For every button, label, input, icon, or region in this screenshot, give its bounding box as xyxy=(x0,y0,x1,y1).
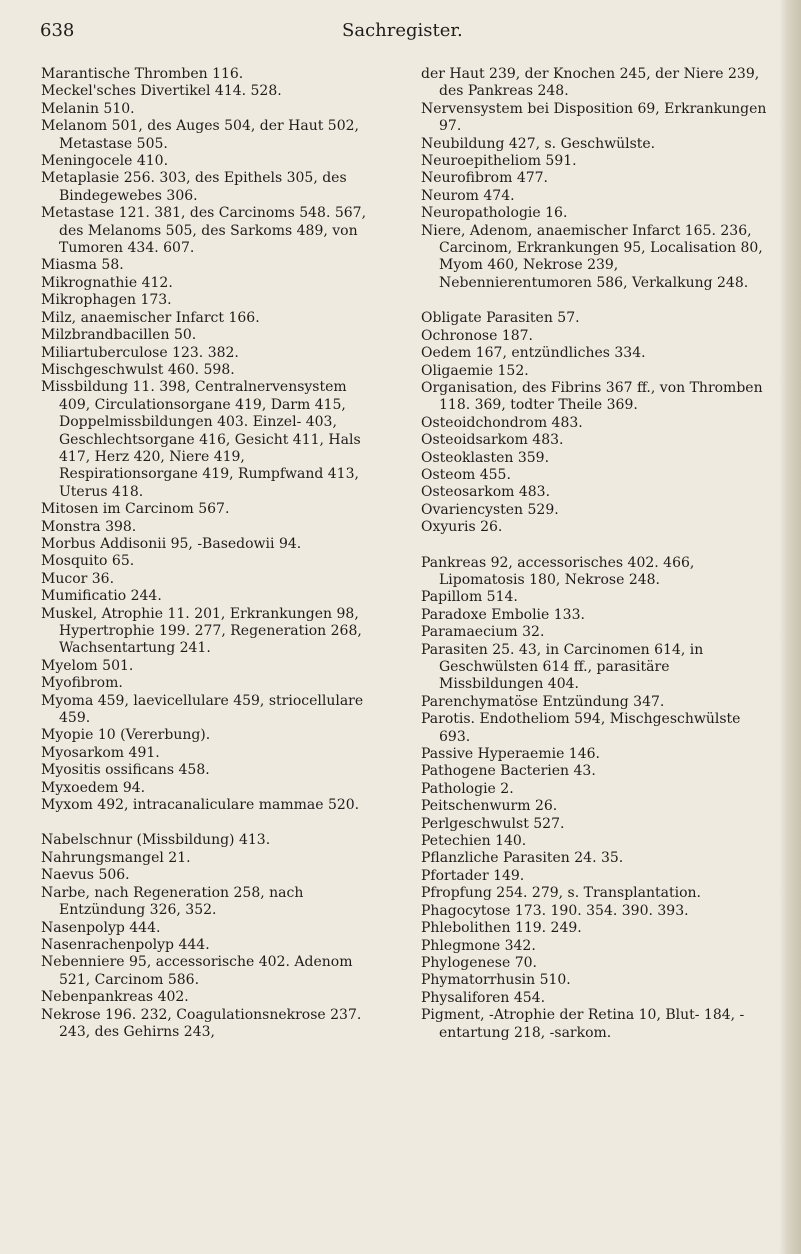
index-entry: Osteosarkom 483. xyxy=(421,484,551,501)
index-entry: Nabelschnur (Missbildung) 413. xyxy=(41,832,271,849)
index-entry: Phlebolithen 119. 249. xyxy=(421,920,582,937)
index-entry: Naevus 506. xyxy=(41,867,130,884)
page-title: Sachregister. xyxy=(342,20,463,41)
index-entry: Nekrose 196. 232, Coagulationsnekrose 237. 243, des Gehirns 243, xyxy=(41,1006,362,1040)
index-column-right xyxy=(421,66,773,1042)
index-entry: Parenchymatöse Entzündung 347. xyxy=(421,693,665,710)
index-entry: Myoma 459, laevicellulare 459, striocellulare 459. xyxy=(41,692,364,727)
index-entry: Phlegmone 342. xyxy=(421,937,536,954)
index-entry: Meckel'sches Divertikel 414. 528. xyxy=(41,83,282,100)
index-entry: Mumificatio 244. xyxy=(41,588,162,605)
index-entry: Myosarkom 491. xyxy=(41,744,160,761)
index-entry: Muskel, Atrophie 11. 201, Erkrankungen 98, Hypertrophie 199. 277, Regeneration 268, Wachsentartung 241. xyxy=(41,605,362,657)
index-entry: Metaplasie 256. 303, des Epithels 305, des Bindegewebes 306. xyxy=(41,170,347,204)
index-entry: Phagocytose 173. 190. 354. 390. 393. xyxy=(421,902,689,919)
index-entry: Ovariencysten 529. xyxy=(421,501,559,518)
index-entry: Pfortader 149. xyxy=(421,867,525,884)
section-gap xyxy=(421,292,773,310)
index-entry: Peitschenwurm 26. xyxy=(421,798,558,815)
index-entry: Miasma 58. xyxy=(41,257,124,274)
index-entry: Neurom 474. xyxy=(421,187,515,204)
index-entry: Paradoxe Embolie 133. xyxy=(421,606,585,623)
index-entry: Mitosen im Carcinom 567. xyxy=(41,501,230,518)
index-entry: Nebenpankreas 402. xyxy=(41,989,189,1006)
index-entry: Marantische Thromben 116. xyxy=(41,66,244,82)
index-entry: Myopie 10 (Vererbung). xyxy=(41,727,211,744)
index-entry: Meningocele 410. xyxy=(41,153,169,170)
page-header xyxy=(0,20,801,50)
index-entry: Mucor 36. xyxy=(41,570,115,587)
section-gap xyxy=(421,537,773,555)
index-entry: Obligate Parasiten 57. xyxy=(421,310,580,327)
index-entry: der Haut 239, der Knochen 245, der Niere 239, des Pankreas 248. xyxy=(421,66,760,100)
index-entry: Pathogene Bacterien 43. xyxy=(421,763,596,780)
index-column-left xyxy=(41,66,371,1041)
index-entry: Mikrophagen 173. xyxy=(41,292,172,309)
index-entry: Pfropfung 254. 279, s. Transplantation. xyxy=(421,885,701,902)
index-entry: Nasenpolyp 444. xyxy=(41,919,161,936)
index-entry: Myofibrom. xyxy=(41,675,123,692)
index-entry: Pigment, -Atrophie der Retina 10, Blut- 184, -entartung 218, -sarkom. xyxy=(421,1007,745,1041)
index-entry: Ochronose 187. xyxy=(421,327,533,344)
index-entry: Parasiten 25. 43, in Carcinomen 614, in Geschwülsten 614 ff., parasitäre Missbildungen 404. xyxy=(421,641,704,693)
index-entry: Parotis. Endotheliom 594, Mischgeschwülste 693. xyxy=(421,711,741,745)
index-entry: Mosquito 65. xyxy=(41,553,135,570)
index-entry: Myxom 492, intracanaliculare mammae 520. xyxy=(41,797,360,814)
index-entry: Oligaemie 152. xyxy=(421,362,529,379)
index-entry: Niere, Adenom, anaemischer Infarct 165. 236, Carcinom, Erkrankungen 95, Localisation 80, Myom 460, Nekrose 239, Nebennierentumoren 586, Verkalkung 248. xyxy=(421,222,763,291)
index-entry: Mikrognathie 412. xyxy=(41,274,173,291)
index-entry: Neurofibrom 477. xyxy=(421,170,548,187)
index-entry: Oxyuris 26. xyxy=(421,519,503,536)
index-entry: Pflanzliche Parasiten 24. 35. xyxy=(421,850,624,867)
index-entry: Passive Hyperaemie 146. xyxy=(421,746,600,763)
index-entry: Neubildung 427, s. Geschwülste. xyxy=(421,135,656,152)
index-entry: Nervensystem bei Disposition 69, Erkrankungen 97. xyxy=(421,100,767,135)
index-entry: Melanom 501, des Auges 504, der Haut 502, Metastase 505. xyxy=(41,118,359,152)
index-entry: Osteoklasten 359. xyxy=(421,449,550,466)
index-entry: Mischgeschwulst 460. 598. xyxy=(41,361,235,378)
index-entry: Physaliforen 454. xyxy=(421,989,546,1006)
index-entry: Neuropathologie 16. xyxy=(421,205,568,222)
index-entry: Osteoidchondrom 483. xyxy=(421,414,583,431)
index-entry: Nebenniere 95, accessorische 402. Adenom 521, Carcinom 586. xyxy=(41,954,353,988)
section-gap xyxy=(41,814,371,832)
index-entry: Pathologie 2. xyxy=(421,780,514,797)
index-entry: Pankreas 92, accessorisches 402. 466, Lipomatosis 180, Nekrose 248. xyxy=(421,554,695,588)
index-entry: Paramaecium 32. xyxy=(421,624,545,641)
index-entry: Petechien 140. xyxy=(421,833,527,850)
index-entry: Myositis ossificans 458. xyxy=(41,762,210,779)
index-entry: Milzbrandbacillen 50. xyxy=(41,327,197,344)
index-entry: Neuroepitheliom 591. xyxy=(421,153,577,170)
index-entry: Nahrungsmangel 21. xyxy=(41,849,191,866)
index-entry: Myelom 501. xyxy=(41,657,134,674)
index-entry: Oedem 167, entzündliches 334. xyxy=(421,345,646,362)
index-entry: Narbe, nach Regeneration 258, nach Entzündung 326, 352. xyxy=(41,884,304,919)
index-entry: Melanin 510. xyxy=(41,100,135,117)
index-entry: Organisation, des Fibrins 367 ff., von Thromben 118. 369, todter Theile 369. xyxy=(421,379,763,414)
index-entry: Metastase 121. 381, des Carcinoms 548. 567, des Melanoms 505, des Sarkoms 489, von Tumoren 434. 607. xyxy=(41,205,367,257)
index-entry: Miliartuberculose 123. 382. xyxy=(41,344,239,361)
index-entry: Missbildung 11. 398, Centralnervensystem 409, Circulationsorgane 419, Darm 415, Doppelmissbildungen 403. Einzel- 403, Geschlechtsorgane 416, Gesicht 411, Hals 417, Herz 420, Niere 419, Respirationsorgane 419, Rumpfwand 413, Uterus 418. xyxy=(41,379,361,500)
index-entry: Osteoidsarkom 483. xyxy=(421,432,564,449)
index-entry: Phylogenese 70. xyxy=(421,954,537,971)
index-entry: Nasenrachenpolyp 444. xyxy=(41,936,210,953)
index-entry: Monstra 398. xyxy=(41,518,137,535)
index-entry: Perlgeschwulst 527. xyxy=(421,815,565,832)
index-entry: Milz, anaemischer Infarct 166. xyxy=(41,309,260,326)
index-entry: Myxoedem 94. xyxy=(41,779,146,796)
index-entry: Morbus Addisonii 95, -Basedowii 94. xyxy=(41,535,302,552)
book-edge-shadow xyxy=(779,0,801,1254)
index-entry: Phymatorrhusin 510. xyxy=(421,972,571,989)
page-number: 638 xyxy=(40,20,75,41)
index-entry: Papillom 514. xyxy=(421,589,518,606)
index-entry: Osteom 455. xyxy=(421,466,511,483)
